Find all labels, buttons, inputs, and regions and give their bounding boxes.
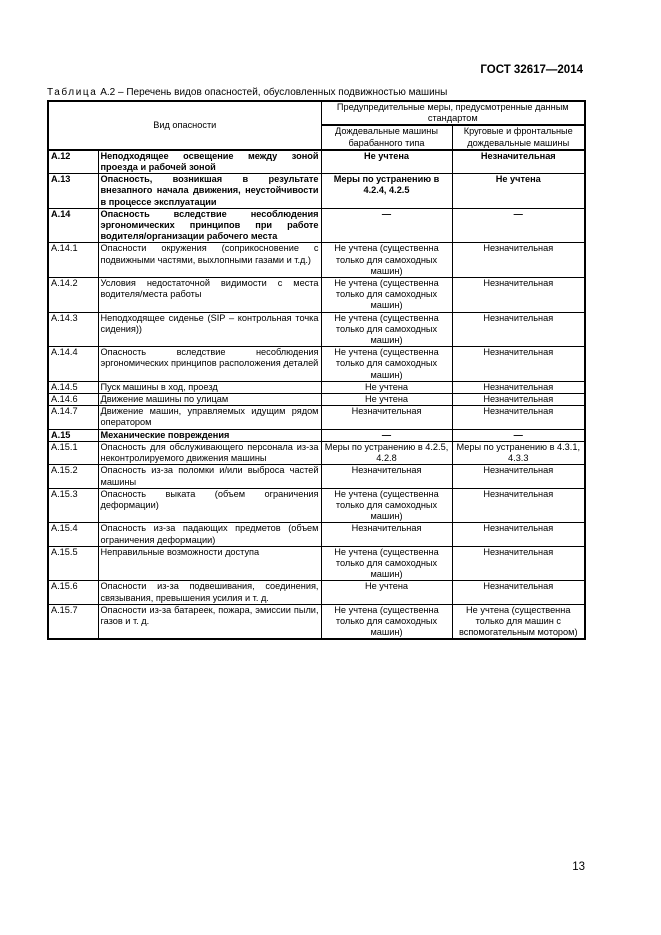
row-circular-measure: Незначительная (452, 394, 585, 406)
row-code: А.15.7 (48, 604, 98, 639)
page-number: 13 (572, 861, 585, 873)
row-drum-measure: Меры по устранению в 4.2.4, 4.2.5 (321, 174, 452, 209)
row-circular-measure: Незначительная (452, 465, 585, 488)
row-code: А.14.2 (48, 278, 98, 313)
row-hazard-name: Неподходящее освещение между зоной проезда и рабочей зоной (98, 150, 321, 174)
table-row (48, 441, 585, 464)
hazards-table (47, 100, 586, 640)
row-circular-measure: Незначительная (452, 243, 585, 278)
row-hazard-name: Опасность из-за падающих предметов (объем ограничения деформации) (98, 523, 321, 546)
row-circular-measure: — (452, 208, 585, 243)
row-drum-measure: Не учтена (существенна только для самоходных машин) (321, 243, 452, 278)
row-code: А.15.3 (48, 488, 98, 523)
table-caption-text: А.2 – Перечень видов опасностей, обусловленных подвижностью машины (97, 87, 448, 98)
table-row (48, 488, 585, 523)
row-circular-measure: Незначительная (452, 347, 585, 382)
row-hazard-name: Опасности окружения (соприкосновение с подвижными частями, выхлопными газами и т.д.) (98, 243, 321, 278)
column-header-circular-machines: Круговые и фронтальные дождевальные машины (452, 125, 585, 149)
row-code: А.15.4 (48, 523, 98, 546)
row-circular-measure: Незначительная (452, 278, 585, 313)
row-circular-measure: Незначительная (452, 546, 585, 581)
row-circular-measure: Не учтена (452, 174, 585, 209)
row-circular-measure: Незначительная (452, 523, 585, 546)
table-row (48, 546, 585, 581)
row-hazard-name: Опасность вследствие несоблюдения эргономических принципов расположения деталей (98, 347, 321, 382)
row-hazard-name: Механические повреждения (98, 429, 321, 441)
row-drum-measure: Не учтена (существенна только для самоходных машин) (321, 488, 452, 523)
table-row (48, 208, 585, 243)
row-circular-measure: Незначительная (452, 488, 585, 523)
row-code: А.15.1 (48, 441, 98, 464)
row-drum-measure: — (321, 429, 452, 441)
table-row (48, 523, 585, 546)
row-hazard-name: Опасности из-за подвешивания, соединения, связывания, превышения усилия и т. д. (98, 581, 321, 604)
row-hazard-name: Условия недостаточной видимости с места водителя/места работы (98, 278, 321, 313)
row-code: А.12 (48, 150, 98, 174)
row-code: А.14.4 (48, 347, 98, 382)
table-row (48, 581, 585, 604)
row-hazard-name: Опасность выката (объем ограничения деформации) (98, 488, 321, 523)
row-drum-measure: Не учтена (существенна только для самоходных машин) (321, 604, 452, 639)
table-row (48, 347, 585, 382)
row-drum-measure: Не учтена (существенна только для самоходных машин) (321, 278, 452, 313)
column-header-measures: Предупредительные меры, предусмотренные данным стандартом (321, 101, 585, 125)
column-header-hazard: Вид опасности (48, 101, 321, 150)
row-code: А.15.5 (48, 546, 98, 581)
row-code: А.14.3 (48, 312, 98, 347)
row-drum-measure: Не учтена (существенна только для самоходных машин) (321, 347, 452, 382)
table-row (48, 604, 585, 639)
row-code: А.14 (48, 208, 98, 243)
table-caption (47, 87, 447, 98)
row-circular-measure: Меры по устранению в 4.3.1, 4.3.3 (452, 441, 585, 464)
table-row (48, 278, 585, 313)
row-drum-measure: Не учтена (существенна только для самоходных машин) (321, 312, 452, 347)
row-drum-measure: Не учтена (321, 394, 452, 406)
row-circular-measure: Незначительная (452, 581, 585, 604)
document-standard-header: ГОСТ 32617—2014 (480, 64, 583, 76)
row-hazard-name: Опасность, возникшая в результате внезапного начала движения, неустойчивости в процессе эксплуатации (98, 174, 321, 209)
table-row (48, 429, 585, 441)
row-hazard-name: Движение машины по улицам (98, 394, 321, 406)
row-drum-measure: Незначительная (321, 523, 452, 546)
row-circular-measure: Незначительная (452, 150, 585, 174)
table-row (48, 243, 585, 278)
row-circular-measure: — (452, 429, 585, 441)
table-caption-label: Таблица (47, 87, 98, 98)
row-drum-measure: Незначительная (321, 465, 452, 488)
row-code: А.15.6 (48, 581, 98, 604)
table-row (48, 406, 585, 429)
row-hazard-name: Неправильные возможности доступа (98, 546, 321, 581)
row-hazard-name: Опасность из-за поломки и/или выброса частей машины (98, 465, 321, 488)
row-hazard-name: Опасность вследствие несоблюдения эргономических принципов при работе водителя/организации рабочего места (98, 208, 321, 243)
row-code: А.13 (48, 174, 98, 209)
row-circular-measure: Не учтена (существенна только для машин с вспомогательным мотором) (452, 604, 585, 639)
row-code: А.14.6 (48, 394, 98, 406)
table-row (48, 174, 585, 209)
row-drum-measure: Не учтена (321, 150, 452, 174)
row-drum-measure: Не учтена (321, 381, 452, 393)
row-code: А.15 (48, 429, 98, 441)
table-row (48, 465, 585, 488)
row-code: А.14.7 (48, 406, 98, 429)
table-row (48, 394, 585, 406)
row-circular-measure: Незначительная (452, 406, 585, 429)
table-row (48, 312, 585, 347)
row-hazard-name: Пуск машины в ход, проезд (98, 381, 321, 393)
row-hazard-name: Опасности из-за батареек, пожара, эмиссии пыли, газов и т. д. (98, 604, 321, 639)
row-hazard-name: Опасность для обслуживающего персонала из-за неконтролируемого движения машины (98, 441, 321, 464)
row-code: А.15.2 (48, 465, 98, 488)
row-code: А.14.1 (48, 243, 98, 278)
row-drum-measure: Незначительная (321, 406, 452, 429)
row-circular-measure: Незначительная (452, 381, 585, 393)
row-hazard-name: Неподходящее сиденье (SIP – контрольная точка сидения)) (98, 312, 321, 347)
row-code: А.14.5 (48, 381, 98, 393)
row-drum-measure: — (321, 208, 452, 243)
row-drum-measure: Меры по устранению в 4.2.5, 4.2.8 (321, 441, 452, 464)
table-body (48, 150, 585, 640)
row-hazard-name: Движение машин, управляемых идущим рядом оператором (98, 406, 321, 429)
row-drum-measure: Не учтена (321, 581, 452, 604)
row-drum-measure: Не учтена (существенна только для самоходных машин) (321, 546, 452, 581)
column-header-drum-machines: Дождевальные машины барабанного типа (321, 125, 452, 149)
row-circular-measure: Незначительная (452, 312, 585, 347)
table-row (48, 150, 585, 174)
table-row (48, 381, 585, 393)
